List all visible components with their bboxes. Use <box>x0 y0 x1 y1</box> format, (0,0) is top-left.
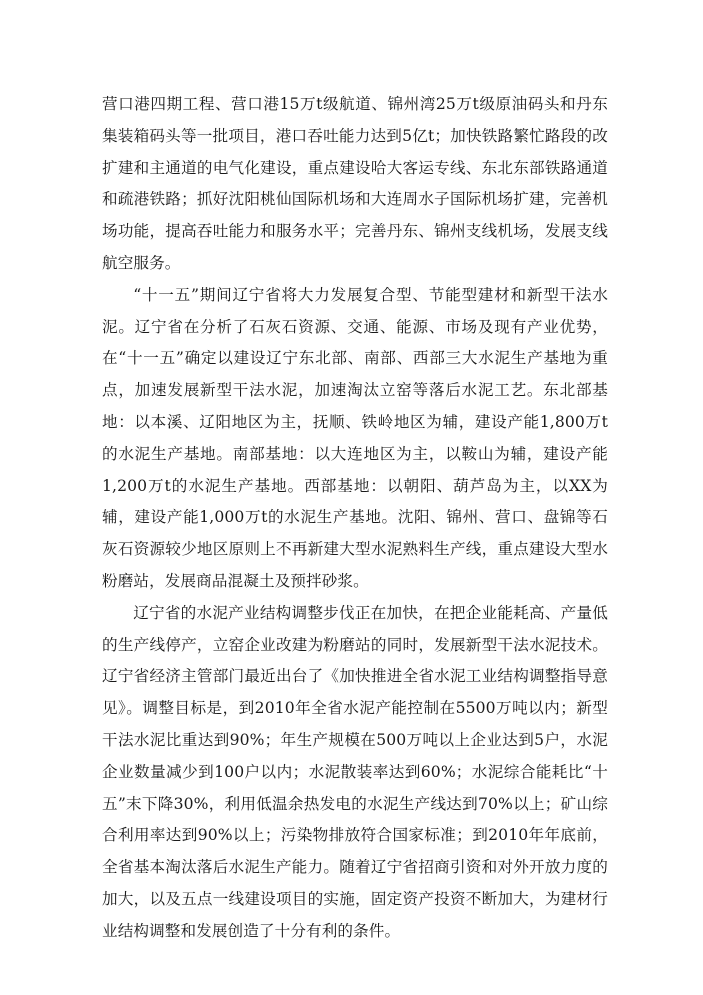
paragraph-cement-bases-plan: “十一五”期间辽宁省将大力发展复合型、节能型建材和新型干法水泥。辽宁省在分析了石灰石资源、交通、能源、市场及现有产业优势，在“十一五”确定以建设辽宁东北部、南部、西部三大水泥生产基地为重点，加速发展新型干法水泥，加速淘汰立窑等落后水泥工艺。东北部基地：以本溪、辽阳地区为主，抚顺、铁岭地区为辅，建设产能1,800万t的水泥生产基地。南部基地：以大连地区为主，以鞍山为辅，建设产能1,200万t的水泥生产基地。西部基地：以朝阳、葫芦岛为主，以XX为辅，建设产能1,000万t的水泥生产基地。沈阳、锦州、营口、盘锦等石灰石资源较少地区原则上不再新建大型水泥熟料生产线，重点建设大型水粉磨站，发展商品混凝土及预拌砂浆。 <box>102 285 608 590</box>
paragraph-ports-railways-airports: 营口港四期工程、营口港15万t级航道、锦州湾25万t级原油码头和丹东集装箱码头等一批项目，港口吞吐能力达到5亿t；加快铁路繁忙路段的改扩建和主通道的电气化建设，重点建设哈大客运专线、东北东部铁路通道和疏港铁路；抓好沈阳桃仙国际机场和大连周水子国际机场扩建，完善机场功能，提高吞吐能力和服务水平；完善丹东、锦州支线机场，发展支线航空服务。 <box>102 95 608 272</box>
document-body <box>102 89 608 948</box>
paragraph-cement-restructuring-targets: 辽宁省的水泥产业结构调整步伐正在加快，在把企业能耗高、产量低的生产线停产，立窑企业改建为粉磨站的同时，发展新型干法水泥技术。辽宁省经济主管部门最近出台了《加快推进全省水泥工业结构调整指导意见》。调整目标是，到2010年全省水泥产能控制在5500万吨以内；新型干法水泥比重达到90%；年生产规模在500万吨以上企业达到5户，水泥企业数量减少到100户以内；水泥散装率达到60%；水泥综合能耗比“十五”末下降30%，利用低温余热发电的水泥生产线达到70%以上；矿山综合利用率达到90%以上；污染物排放符合国家标准；到2010年年底前，全省基本淘汰落后水泥生产能力。随着辽宁省招商引资和对外开放力度的加大，以及五点一线建设项目的实施，固定资产投资不断加大，为建材行业结构调整和发展创造了十分有利的条件。 <box>102 603 608 940</box>
